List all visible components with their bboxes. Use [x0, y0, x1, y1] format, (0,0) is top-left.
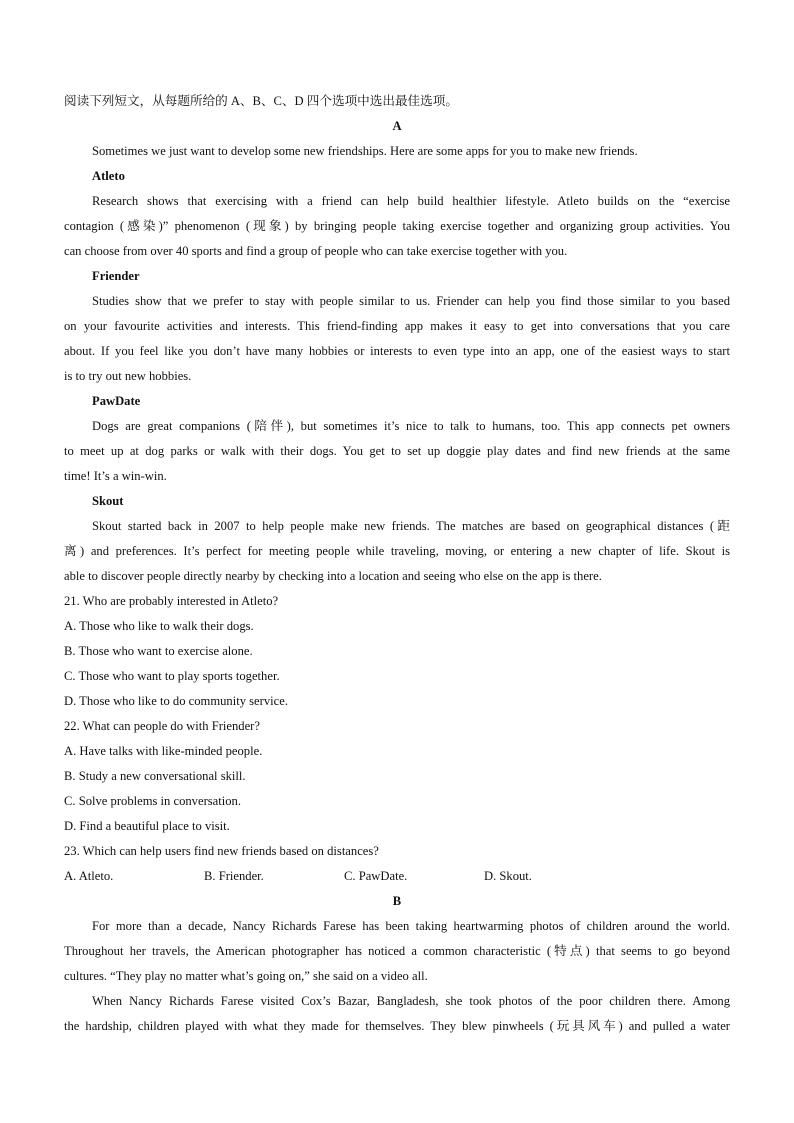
pawdate-line: to meet up at dog parks or walk with their dogs. You get to set up doggie play dates and find new friends at the same: [64, 444, 730, 458]
option-d[interactable]: D. Skout.: [484, 869, 532, 883]
pawdate-line: Dogs are great companions (陪伴), but sometimes it’s nice to talk to humans, too. This app connects pet owners: [92, 419, 730, 433]
app-heading-atleto: Atleto: [92, 169, 125, 183]
passage-a-intro: Sometimes we just want to develop some new friendships. Here are some apps for you to make new friends.: [92, 144, 638, 158]
friender-line: about. If you feel like you don’t have many hobbies or interests to even type into an app, one of the easiest ways to start: [64, 344, 730, 358]
friender-line: Studies show that we prefer to stay with people similar to us. Friender can help you find those similar to you based: [92, 294, 730, 308]
passage-b-line: For more than a decade, Nancy Richards Farese has been taking heartwarming photos of children around the world.: [92, 919, 730, 933]
option-c[interactable]: C. Solve problems in conversation.: [64, 794, 241, 808]
passage-b-line: Throughout her travels, the American photographer has noticed a common characteristic (特点) that seems to go beyond: [64, 944, 730, 958]
atleto-line: contagion (感染)” phenomenon (现象) by bringing people taking exercise together and organizing group activities. You: [64, 219, 730, 233]
pawdate-line: time! It’s a win-win.: [64, 469, 167, 483]
option-d[interactable]: D. Those who like to do community service.: [64, 694, 288, 708]
option-c[interactable]: C. Those who want to play sports together.: [64, 669, 280, 683]
skout-line: 离) and preferences. It’s perfect for meeting people while traveling, moving, or entering a new chapter of life. Skout is: [64, 544, 730, 558]
option-a[interactable]: A. Those who like to walk their dogs.: [64, 619, 254, 633]
instruction-text: 阅读下列短文，从每题所给的 A、B、C、D 四个选项中选出最佳选项。: [64, 94, 458, 108]
passage-b-line: When Nancy Richards Farese visited Cox’s Bazar, Bangladesh, she took photos of the poor children there. Among: [92, 994, 730, 1008]
options-row: [64, 864, 730, 889]
option-b[interactable]: B. Study a new conversational skill.: [64, 769, 246, 783]
passage-a-label: A: [392, 119, 402, 133]
option-b[interactable]: B. Friender.: [204, 869, 264, 883]
option-a[interactable]: A. Have talks with like-minded people.: [64, 744, 263, 758]
option-d[interactable]: D. Find a beautiful place to visit.: [64, 819, 230, 833]
app-heading-friender: Friender: [92, 269, 140, 283]
atleto-line: Research shows that exercising with a friend can help build healthier lifestyle. Atleto builds on the “exercise: [92, 194, 730, 208]
passage-b-label: B: [392, 894, 402, 908]
question-stem: 23. Which can help users find new friends based on distances?: [64, 844, 379, 858]
option-a[interactable]: A. Atleto.: [64, 869, 114, 883]
option-c[interactable]: C. PawDate.: [344, 869, 408, 883]
question-stem: 22. What can people do with Friender?: [64, 719, 260, 733]
exam-page: [64, 89, 730, 1039]
app-heading-skout: Skout: [92, 494, 124, 508]
question-stem: 21. Who are probably interested in Atleto?: [64, 594, 279, 608]
passage-b-line: the hardship, children played with what they made for themselves. They blew pinwheels (玩具风车) and pulled a water: [64, 1019, 730, 1033]
passage-b-line: cultures. “They play no matter what’s going on,” she said on a video all.: [64, 969, 428, 983]
skout-line: Skout started back in 2007 to help people make new friends. The matches are based on geographical distances (距: [92, 519, 730, 533]
atleto-line: can choose from over 40 sports and find a group of people who can take exercise together with you.: [64, 244, 568, 258]
friender-line: is to try out new hobbies.: [64, 369, 192, 383]
skout-line: able to discover people directly nearby by checking into a location and seeing who else on the app is there.: [64, 569, 602, 583]
option-b[interactable]: B. Those who want to exercise alone.: [64, 644, 253, 658]
friender-line: on your favourite activities and interests. This friend-finding app makes it easy to get into conversations that you care: [64, 319, 730, 333]
app-heading-pawdate: PawDate: [92, 394, 141, 408]
